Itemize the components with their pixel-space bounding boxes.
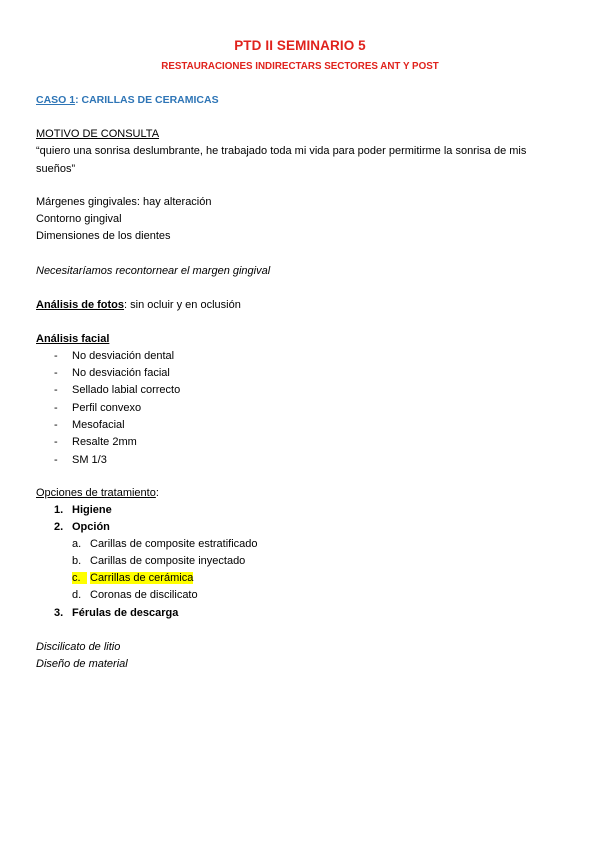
facial-item: Sellado labial correcto [72, 384, 181, 396]
facial-item: Perfil convexo [72, 402, 142, 414]
case-title: : CARILLAS DE CERAMICAS [75, 94, 219, 106]
note-recontornear: Necesitaríamos recontornear el margen gingival [36, 265, 271, 277]
tratamiento-item-ferulas: Férulas de descarga [72, 607, 179, 619]
facial-item: Mesofacial [72, 419, 125, 431]
opcion-sub-item: Carillas de composite estratificado [90, 538, 258, 550]
case-heading [36, 94, 219, 106]
facial-item: No desviación dental [72, 350, 175, 362]
tratamiento-colon: : [155, 487, 159, 499]
list-number: 3. [54, 607, 64, 619]
list-number: 1. [54, 504, 64, 516]
facial-item: No desviación facial [72, 367, 170, 379]
dash-bullet: - [54, 454, 58, 466]
sub-letter: b. [72, 555, 82, 567]
sub-letter-highlighted: c. [72, 572, 87, 584]
facial-item: SM 1/3 [72, 454, 107, 466]
list-number: 2. [54, 521, 64, 533]
fotos-label: Análisis de fotos [36, 299, 125, 311]
note-item: Discilicato de litio [36, 641, 121, 653]
dash-bullet: - [54, 436, 58, 448]
tratamiento-heading-line [36, 487, 159, 499]
finding-item: Márgenes gingivales: hay alteración [36, 196, 212, 208]
fotos-detail: : sin ocluir y en oclusión [124, 299, 241, 311]
case-label: CASO 1 [36, 94, 76, 106]
tratamiento-heading: Opciones de tratamiento [36, 487, 156, 499]
finding-item: Dimensiones de los dientes [36, 230, 171, 242]
fotos-line [36, 299, 241, 311]
dash-bullet: - [54, 419, 58, 431]
note-item: Diseño de material [36, 658, 128, 670]
tratamiento-item-opcion: Opción [72, 521, 110, 533]
opcion-sub-item-highlighted: Carrillas de cerámica [90, 572, 194, 584]
dash-bullet: - [54, 402, 58, 414]
dash-bullet: - [54, 350, 58, 362]
facial-heading: Análisis facial [36, 333, 110, 345]
page-subtitle: RESTAURACIONES INDIRECTARS SECTORES ANT Y POST [161, 61, 439, 72]
motivo-quote-line1: “quiero una sonrisa deslumbrante, he trabajado toda mi vida para poder permitirme la sonrisa de mis [36, 145, 527, 157]
opcion-sub-item: Coronas de discilicato [90, 589, 198, 601]
page-title: PTD II SEMINARIO 5 [234, 38, 366, 53]
tratamiento-item-higiene: Higiene [72, 504, 112, 516]
finding-item: Contorno gingival [36, 213, 122, 225]
facial-item: Resalte 2mm [72, 436, 137, 448]
motivo-quote-line2: sueños” [36, 163, 76, 175]
motivo-heading: MOTIVO DE CONSULTA [36, 128, 160, 140]
dash-bullet: - [54, 384, 58, 396]
opcion-sub-item: Carillas de composite inyectado [90, 555, 246, 567]
sub-letter: d. [72, 589, 82, 601]
sub-letter: a. [72, 538, 82, 550]
dash-bullet: - [54, 367, 58, 379]
